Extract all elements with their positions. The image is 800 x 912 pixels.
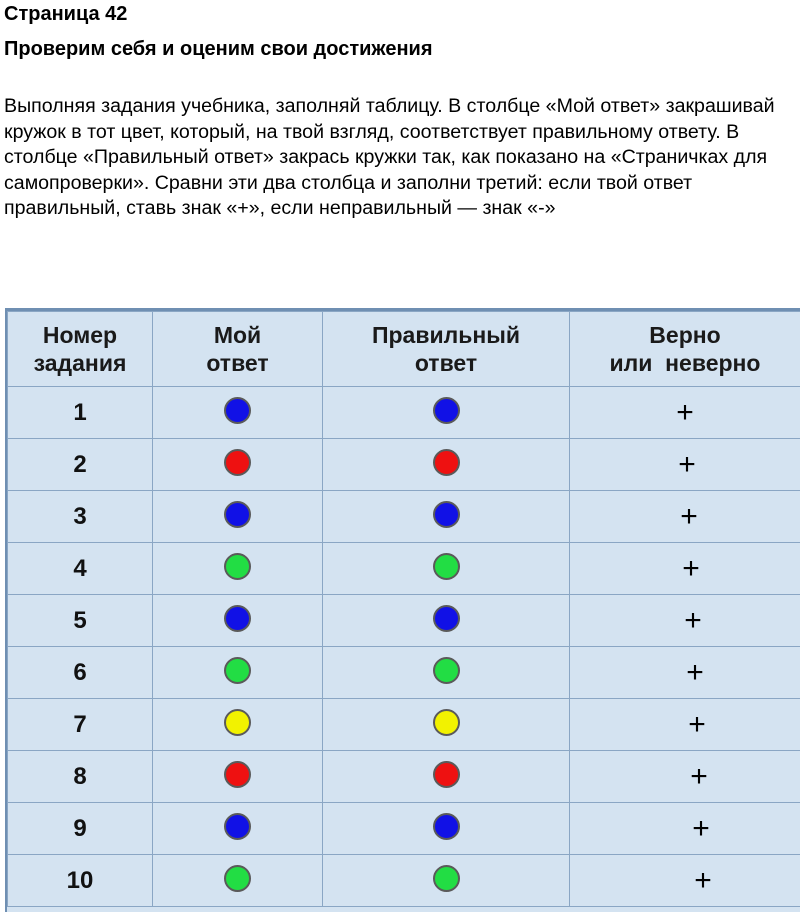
task-number-cell: 2 [8, 439, 153, 491]
correct-answer-cell [323, 647, 570, 699]
my-answer-circle[interactable] [224, 553, 251, 580]
my-answer-circle[interactable] [224, 605, 251, 632]
my-answer-circle[interactable] [224, 813, 251, 840]
result-mark: + [690, 759, 708, 793]
correct-answer-cell [323, 595, 570, 647]
my-answer-circle[interactable] [224, 865, 251, 892]
correct-answer-circle[interactable] [433, 813, 460, 840]
instructions-text: Выполняя задания учебника, заполняй таблицу. В столбце «Мой ответ» закрашивай кружок в тот цвет, который, на твой взгляд, соответствует правильному ответу. В столбце «Правильный ответ» закрась кружки так, как показано на «Страничках для самопроверки». Сравни эти два столбца и заполни третий: если твой ответ правильный, ставь знак «+», если неправильный — знак «-» [4, 95, 775, 220]
task-number-cell: 4 [8, 543, 153, 595]
header-my-answer-line1: Мой [213, 322, 262, 348]
my-answer-cell [153, 543, 323, 595]
table-row [8, 803, 800, 855]
result-mark: + [686, 655, 704, 689]
header-my-answer [153, 312, 323, 387]
task-number-cell: 5 [8, 595, 153, 647]
result-cell[interactable] [570, 855, 800, 907]
result-cell[interactable] [570, 387, 800, 439]
result-cell[interactable] [570, 647, 800, 699]
table-row [8, 855, 800, 907]
answers-table [7, 311, 800, 907]
task-number-cell: 9 [8, 803, 153, 855]
my-answer-cell [153, 855, 323, 907]
section-title: Проверим себя и оценим свои достижения [4, 38, 433, 60]
correct-answer-circle[interactable] [433, 553, 460, 580]
correct-answer-cell [323, 543, 570, 595]
my-answer-cell [153, 491, 323, 543]
task-number-cell: 10 [8, 855, 153, 907]
correct-answer-circle[interactable] [433, 657, 460, 684]
correct-answer-circle[interactable] [433, 709, 460, 736]
header-task-number [8, 312, 153, 387]
header-correct-answer-line2: ответ [414, 350, 478, 376]
my-answer-circle[interactable] [224, 657, 251, 684]
table-row [8, 387, 800, 439]
header-result-line1: Верно [649, 322, 721, 348]
task-number-cell: 8 [8, 751, 153, 803]
correct-answer-circle[interactable] [433, 605, 460, 632]
table-row [8, 647, 800, 699]
result-mark: + [680, 499, 698, 533]
task-number-cell: 7 [8, 699, 153, 751]
result-mark: + [692, 811, 710, 845]
result-mark: + [684, 603, 702, 637]
my-answer-cell [153, 439, 323, 491]
header-result-line2: или неверно [609, 350, 761, 376]
result-mark: + [678, 447, 696, 481]
table-row [8, 595, 800, 647]
my-answer-circle[interactable] [224, 709, 251, 736]
header-my-answer-line2: ответ [206, 350, 269, 376]
result-cell[interactable] [570, 699, 800, 751]
my-answer-circle[interactable] [224, 397, 251, 424]
my-answer-cell [153, 647, 323, 699]
correct-answer-cell [323, 803, 570, 855]
my-answer-circle[interactable] [224, 761, 251, 788]
correct-answer-circle[interactable] [433, 397, 460, 424]
my-answer-cell [153, 699, 323, 751]
result-cell[interactable] [570, 491, 800, 543]
result-cell[interactable] [570, 439, 800, 491]
correct-answer-cell [323, 855, 570, 907]
table-row [8, 699, 800, 751]
my-answer-cell [153, 751, 323, 803]
header-correct-answer [323, 312, 570, 387]
result-cell[interactable] [570, 803, 800, 855]
task-number-cell: 6 [8, 647, 153, 699]
task-number-cell: 1 [8, 387, 153, 439]
table-body [8, 387, 800, 907]
task-number-cell: 3 [8, 491, 153, 543]
table-header-row [8, 312, 800, 387]
result-cell[interactable] [570, 595, 800, 647]
correct-answer-circle[interactable] [433, 761, 460, 788]
correct-answer-cell [323, 387, 570, 439]
result-mark: + [676, 395, 694, 429]
result-mark: + [694, 863, 712, 897]
result-cell[interactable] [570, 751, 800, 803]
correct-answer-cell [323, 751, 570, 803]
my-answer-cell [153, 387, 323, 439]
correct-answer-circle[interactable] [433, 501, 460, 528]
my-answer-circle[interactable] [224, 449, 251, 476]
header-task-line1: Номер [42, 322, 118, 348]
page-number: Страница 42 [4, 3, 128, 25]
table-row [8, 439, 800, 491]
result-cell[interactable] [570, 543, 800, 595]
header-result [570, 312, 800, 387]
correct-answer-cell [323, 699, 570, 751]
result-mark: + [688, 707, 706, 741]
table-row [8, 543, 800, 595]
correct-answer-circle[interactable] [433, 449, 460, 476]
my-answer-cell [153, 595, 323, 647]
result-mark: + [682, 551, 700, 585]
header-correct-answer-line1: Правильный [371, 322, 521, 348]
correct-answer-circle[interactable] [433, 865, 460, 892]
correct-answer-cell [323, 491, 570, 543]
table-row [8, 751, 800, 803]
correct-answer-cell [323, 439, 570, 491]
header-task-line2: задания [33, 350, 127, 376]
table-row [8, 491, 800, 543]
answers-table-container [5, 308, 800, 912]
my-answer-cell [153, 803, 323, 855]
my-answer-circle[interactable] [224, 501, 251, 528]
